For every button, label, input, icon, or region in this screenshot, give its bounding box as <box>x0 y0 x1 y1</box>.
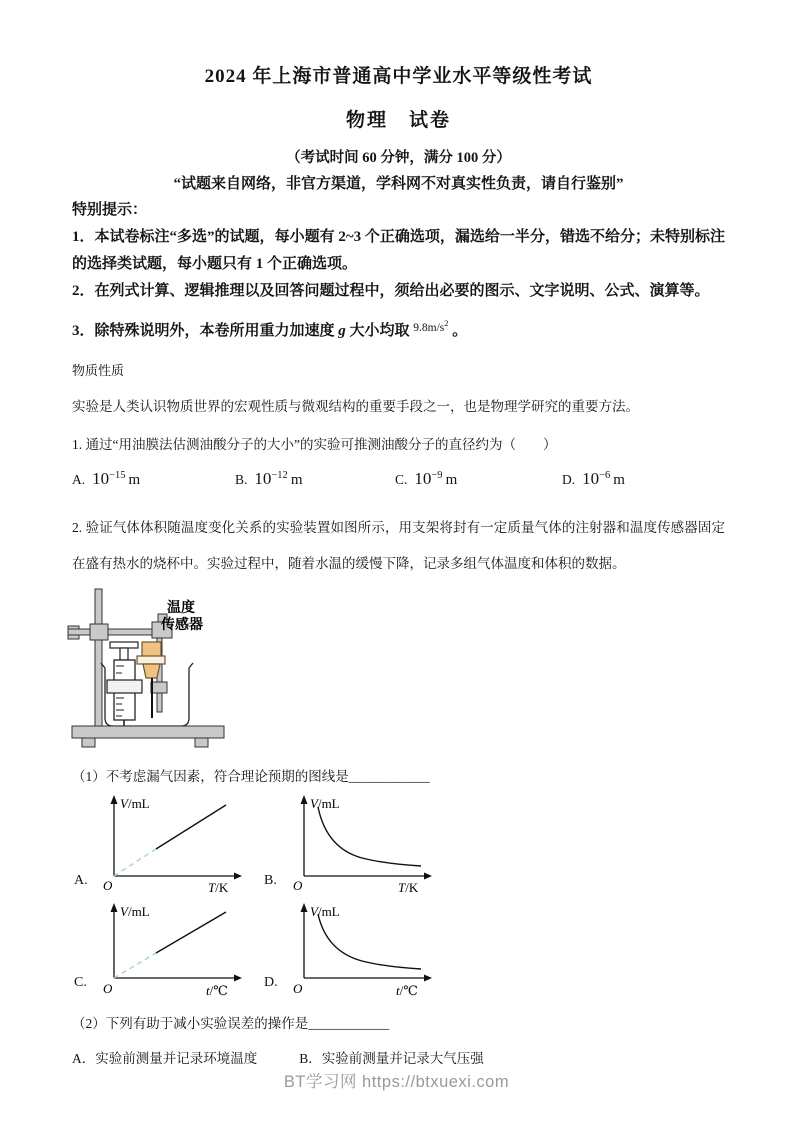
notice-heading: 特别提示： <box>72 202 148 218</box>
question-1-text: 1. 通过“用油膜法估测油酸分子的大小”的实验可推测油酸分子的直径约为（ ） <box>72 436 557 452</box>
section-intro: 实验是人类认识物质世界的宏观性质与微观结构的重要手段之一，也是物理学研究的重要方法。 <box>72 398 639 414</box>
q1-option-b <box>235 469 395 489</box>
y-axis-label: V/mL <box>310 795 340 811</box>
graph-a-plot <box>98 792 248 898</box>
x-axis-label: T/K <box>398 879 419 895</box>
notice-3-middle: 大小均取 <box>345 322 414 339</box>
syringe-plunger-handle <box>110 642 138 648</box>
power-value <box>92 469 125 489</box>
hyperbola-curve <box>318 807 421 866</box>
notice-item-1: 1．本试卷标注“多选”的试题，每小题有 2~3 个正确选项，漏选给一半分，错选不给分；未特别标注的选择类试题，每小题只有 1 个正确选项。 <box>72 229 725 272</box>
sensor-band <box>137 656 165 664</box>
power-value <box>582 469 610 489</box>
sensor-top <box>142 642 161 657</box>
x-axis-label: t/℃ <box>206 982 228 998</box>
y-axis-label: V/mL <box>120 903 150 919</box>
graph-b-plot <box>288 792 438 898</box>
graph-option-c <box>74 900 248 1000</box>
graph-c-plot <box>98 900 248 1000</box>
dashed-segment <box>114 953 156 978</box>
notice-item-3 <box>72 314 725 346</box>
notice-3-suffix: 。 <box>448 322 468 339</box>
power-exponent: −9 <box>431 469 443 481</box>
option-letter: A. <box>72 471 86 487</box>
line-segment <box>156 912 226 953</box>
graph-option-a <box>74 792 248 898</box>
x-axis-arrow <box>234 974 242 981</box>
graph-letter: A. <box>74 872 88 888</box>
power-base: 10 <box>254 468 272 488</box>
sensor-label-line1: 温度 <box>167 600 195 616</box>
watermark-footer: BT学习网 https://btxuexi.com <box>283 1073 510 1091</box>
sensor-label-line2: 传感器 <box>161 617 203 633</box>
exam-info: （考试时间 60 分钟，满分 100 分） <box>286 150 511 166</box>
option-letter: B. <box>235 471 248 487</box>
section-label: 物质性质 <box>72 362 125 378</box>
question-1-options <box>72 469 725 489</box>
power-exponent: −15 <box>109 469 126 481</box>
unit-label: m <box>613 471 625 488</box>
q1-option-c <box>395 469 562 489</box>
power-value <box>414 469 442 489</box>
graph-letter: C. <box>74 974 87 990</box>
power-value <box>254 469 287 489</box>
disclaimer-text: “试题来自网络，非官方渠道，学科网不对真实性负责，请自行鉴别” <box>173 176 624 192</box>
gravity-symbol: g <box>338 322 346 339</box>
unit-label: m <box>445 471 458 488</box>
question-2-text: 2. 验证气体体积随温度变化关系的实验装置如图所示，用支架将封有一定质量气体的注射器和温度传感器固定在盛有热水的烧杯中。实验过程中，随着水温的缓慢下降，记录多组气体温度和体积的数据。 <box>72 519 725 571</box>
q1-option-d <box>562 469 625 489</box>
y-axis-arrow <box>301 903 308 912</box>
gravity-number: 9.8m/s <box>413 321 445 334</box>
graph-letter: B. <box>264 872 277 888</box>
base-foot-left <box>82 738 95 747</box>
y-axis-arrow <box>111 795 118 804</box>
y-axis-arrow <box>111 903 118 912</box>
line-segment <box>156 805 226 849</box>
unit-label: m <box>290 471 303 488</box>
notice-item-2: 2．在列式计算、逻辑推理以及回答问题过程中，须给出必要的图示、文字说明、公式、演算等。 <box>72 283 710 299</box>
option-letter: C. <box>395 471 408 487</box>
graph-option-d <box>264 900 438 1000</box>
lower-clamp <box>151 682 167 693</box>
y-axis-label: V/mL <box>310 903 340 919</box>
syringe-plunger-rod <box>120 648 128 660</box>
graph-row-1 <box>74 792 725 898</box>
power-exponent: −6 <box>599 469 611 481</box>
graph-option-b <box>264 792 438 898</box>
x-axis-label: t/℃ <box>396 982 418 998</box>
power-base: 10 <box>414 468 432 488</box>
stand-rod <box>95 589 102 728</box>
page-title: 2024 年上海市普通高中学业水平等级性考试 <box>204 66 593 87</box>
x-axis-arrow <box>424 974 432 981</box>
notice-3-prefix: 3．除特殊说明外，本卷所用重力加速度 <box>72 322 339 339</box>
origin-label: O <box>293 877 303 893</box>
gravity-exponent: 2 <box>444 318 449 328</box>
power-base: 10 <box>582 468 600 488</box>
q2-part2-option-b: B．实验前测量并记录大气压强 <box>299 1050 484 1066</box>
apparatus-diagram <box>64 586 242 754</box>
graph-d-plot <box>288 900 438 1000</box>
syringe-clamp-band <box>107 680 142 693</box>
power-exponent: −12 <box>271 469 288 481</box>
option-letter: D. <box>562 471 576 487</box>
q1-option-a <box>72 469 235 489</box>
origin-label: O <box>103 980 113 996</box>
x-axis-arrow <box>424 872 432 879</box>
rod-clamp <box>90 624 108 640</box>
sensor-bottom <box>143 664 160 678</box>
gravity-value <box>413 318 449 334</box>
q2-part1-text: （1）不考虑漏气因素，符合理论预期的图线是____________ <box>72 768 430 784</box>
y-axis-label: V/mL <box>120 795 150 811</box>
q2-part2-options <box>72 1047 725 1067</box>
q2-part2-option-a: A．实验前测量并记录环境温度 <box>72 1050 258 1066</box>
subject-title: 物理 试卷 <box>345 110 451 131</box>
graph-row-2 <box>74 900 725 1000</box>
origin-label: O <box>103 877 113 893</box>
dashed-segment <box>114 849 156 876</box>
base-foot-right <box>195 738 208 747</box>
apparatus-figure <box>64 586 725 759</box>
q2-part2-text: （2）下列有助于减小实验误差的操作是____________ <box>72 1015 390 1031</box>
power-base: 10 <box>92 468 110 488</box>
hyperbola-curve <box>318 914 421 969</box>
x-axis-label: T/K <box>208 879 229 895</box>
stand-base <box>72 726 224 738</box>
y-axis-arrow <box>301 795 308 804</box>
x-axis-arrow <box>234 872 242 879</box>
origin-label: O <box>293 980 303 996</box>
graph-letter: D. <box>264 974 278 990</box>
unit-label: m <box>128 471 141 488</box>
